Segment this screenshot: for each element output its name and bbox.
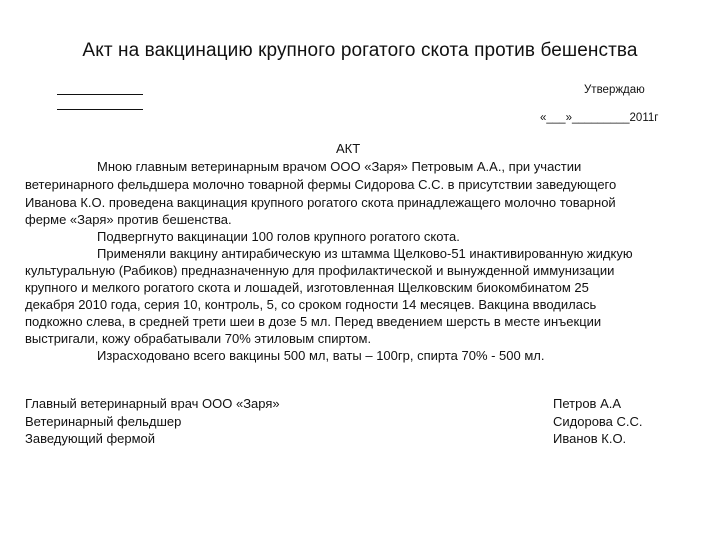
body-line-1: Мною главным ветеринарным врачом ООО «Заря» Петровым А.А., при участии bbox=[97, 159, 582, 174]
approve-label: Утверждаю bbox=[584, 84, 645, 96]
blank-line-1 bbox=[57, 94, 143, 95]
approval-date-line: «___»_________2011г bbox=[540, 112, 659, 124]
blank-line-2 bbox=[57, 109, 143, 110]
body-line-3: Иванова К.О. проведена вакцинация крупного рогатого скота принадлежащего молочно товарной bbox=[25, 195, 616, 210]
body-line-2: ветеринарного фельдшера молочно товарной фермы Сидорова С.С. в присутствии заведующего bbox=[25, 177, 617, 192]
body-line-6: Применяли вакцину антирабическую из штамма Щелково-51 инактивированную жидкую bbox=[97, 246, 633, 261]
body-line-9: декабря 2010 года, серия 10, контроль, 5, со сроком годности 14 месяцев. Вакцина вводилась bbox=[25, 297, 597, 312]
body-line-8: крупного и мелкого рогатого скота и лошадей, изготовленная Щелковским биокомбинатом 25 bbox=[25, 280, 589, 295]
signature-name-1: Петров А.А bbox=[553, 396, 622, 411]
body-line-7: культуральную (Рабиков) предназначенную для профилактической и вынужденной иммунизации bbox=[25, 263, 615, 278]
body-line-5: Подвергнуто вакцинации 100 голов крупного рогатого скота. bbox=[97, 229, 460, 244]
document-title: Акт на вакцинацию крупного рогатого скота против бешенства bbox=[82, 40, 638, 61]
body-line-4: ферме «Заря» против бешенства. bbox=[25, 212, 232, 227]
signature-role-3: Заведующий фермой bbox=[25, 431, 156, 446]
body-line-11: выстригали, кожу обрабатывали 70% этиловым спиртом. bbox=[25, 331, 372, 346]
signature-name-2: Сидорова С.С. bbox=[553, 414, 643, 429]
signature-role-2: Ветеринарный фельдшер bbox=[25, 414, 182, 429]
act-heading: АКТ bbox=[336, 141, 361, 156]
body-line-12: Израсходовано всего вакцины 500 мл, ваты – 100гр, спирта 70% - 500 мл. bbox=[97, 348, 545, 363]
body-line-10: подкожно слева, в средней трети шеи в дозе 5 мл. Перед введением шерсть в месте инъекции bbox=[25, 314, 602, 329]
signature-name-3: Иванов К.О. bbox=[553, 431, 627, 446]
signature-role-1: Главный ветеринарный врач ООО «Заря» bbox=[25, 396, 280, 411]
